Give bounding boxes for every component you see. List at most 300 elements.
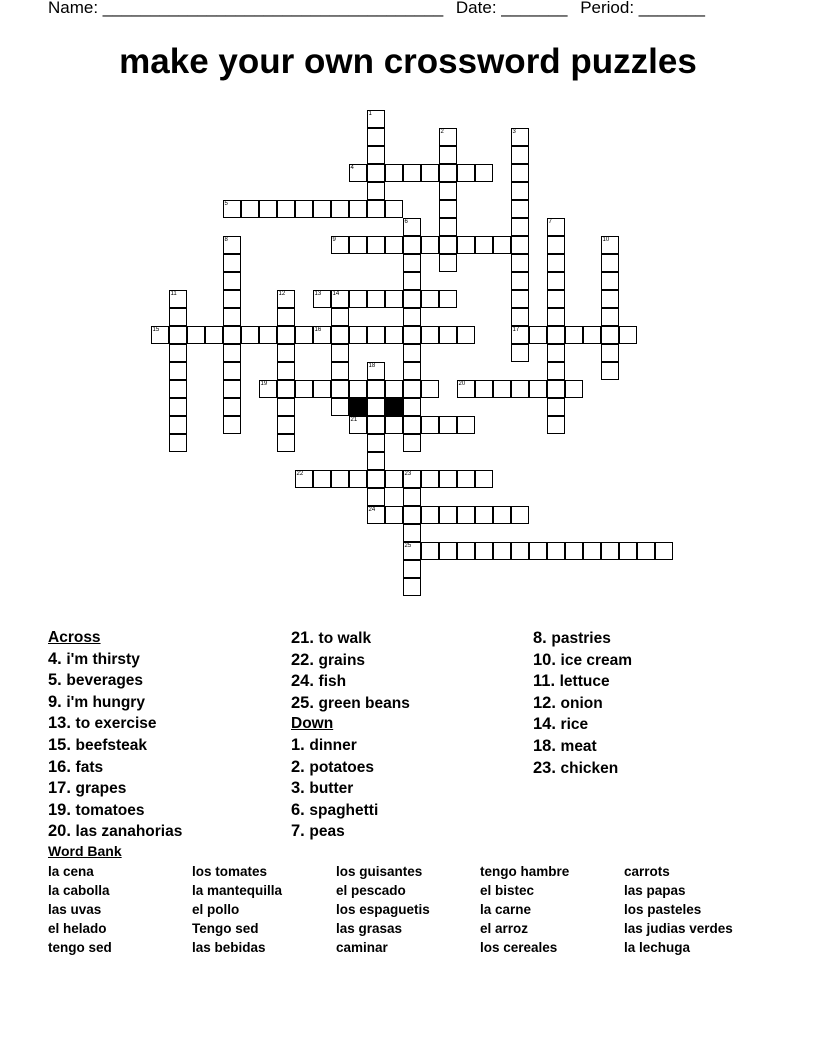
grid-cell[interactable] — [583, 542, 601, 560]
grid-cell[interactable] — [421, 236, 439, 254]
clue-number: 1 — [368, 111, 372, 117]
clue-item-number: 2. — [291, 757, 310, 776]
clue-item-number: 17. — [48, 779, 76, 798]
grid-cell[interactable] — [511, 308, 529, 326]
grid-cell[interactable] — [367, 164, 385, 182]
period-field[interactable]: Period: _______ — [580, 0, 705, 17]
word-bank-item: tengo sed — [48, 940, 112, 955]
word-bank-column — [192, 862, 282, 957]
grid-cell[interactable] — [439, 470, 457, 488]
grid-cell[interactable] — [439, 326, 457, 344]
grid-cell[interactable] — [277, 200, 295, 218]
grid-cell[interactable] — [511, 290, 529, 308]
grid-cell[interactable] — [169, 380, 187, 398]
grid-cell[interactable] — [475, 164, 493, 182]
grid-cell[interactable] — [241, 326, 259, 344]
grid-cell[interactable] — [403, 416, 421, 434]
clue-item-text: chicken — [560, 759, 619, 777]
grid-cell[interactable] — [367, 362, 385, 380]
grid-cell[interactable] — [403, 542, 421, 560]
grid-cell[interactable] — [403, 326, 421, 344]
word-bank-item: el arroz — [480, 921, 529, 936]
grid-cell[interactable] — [511, 542, 529, 560]
grid-cell[interactable] — [331, 344, 349, 362]
clue-item-number: 8. — [533, 629, 552, 647]
grid-cell[interactable] — [223, 326, 241, 344]
grid-cell[interactable] — [367, 488, 385, 506]
grid-cell[interactable] — [277, 362, 295, 380]
grid-cell[interactable] — [457, 416, 475, 434]
clue-item — [48, 735, 182, 757]
word-bank-column — [48, 862, 112, 957]
grid-cell[interactable] — [511, 380, 529, 398]
grid-cell[interactable] — [277, 326, 295, 344]
grid-cell[interactable] — [439, 416, 457, 434]
grid-cell[interactable] — [169, 362, 187, 380]
word-bank-item: los pasteles — [624, 902, 702, 917]
grid-cell[interactable] — [439, 200, 457, 218]
clue-item — [291, 693, 410, 715]
grid-cell[interactable] — [169, 290, 187, 308]
grid-cell[interactable] — [439, 236, 457, 254]
word-bank-column — [480, 862, 569, 957]
grid-cell[interactable] — [169, 308, 187, 326]
grid-cell[interactable] — [403, 308, 421, 326]
clue-item-number: 21. — [291, 629, 319, 647]
grid-cell[interactable] — [511, 128, 529, 146]
grid-cell[interactable] — [439, 290, 457, 308]
grid-cell[interactable] — [277, 416, 295, 434]
grid-cell[interactable] — [421, 326, 439, 344]
clue-item-number: 13. — [48, 714, 76, 733]
grid-cell[interactable] — [475, 506, 493, 524]
grid-cell[interactable] — [385, 236, 403, 254]
clue-item — [533, 758, 632, 780]
clue-number: 21 — [350, 417, 358, 423]
clue-item-number: 24. — [291, 672, 319, 691]
grid-cell[interactable] — [475, 542, 493, 560]
grid-cell[interactable] — [313, 470, 331, 488]
clue-item — [291, 778, 410, 800]
grid-cell[interactable] — [223, 308, 241, 326]
grid-cell[interactable] — [313, 200, 331, 218]
clue-item — [533, 693, 632, 715]
word-bank-item: las uvas — [48, 902, 102, 917]
word-bank-item: los cereales — [480, 940, 558, 955]
grid-cell[interactable] — [529, 542, 547, 560]
word-bank-item: la cena — [48, 864, 94, 879]
grid-cell[interactable] — [205, 326, 223, 344]
grid-cell[interactable] — [421, 506, 439, 524]
grid-cell[interactable] — [493, 380, 511, 398]
grid-cell[interactable] — [367, 200, 385, 218]
grid-cell[interactable] — [493, 236, 511, 254]
across-heading: Across — [48, 629, 101, 646]
grid-cell[interactable] — [331, 398, 349, 416]
grid-cell[interactable] — [421, 470, 439, 488]
grid-cell[interactable] — [601, 542, 619, 560]
grid-cell[interactable] — [223, 200, 241, 218]
grid-cell[interactable] — [349, 470, 367, 488]
grid-cell[interactable] — [349, 236, 367, 254]
grid-cell[interactable] — [421, 542, 439, 560]
grid-cell[interactable] — [151, 326, 169, 344]
clue-item-text: pastries — [551, 630, 611, 647]
clues-column-3 — [533, 628, 632, 779]
grid-cell[interactable] — [601, 254, 619, 272]
grid-cell[interactable] — [313, 290, 331, 308]
grid-cell[interactable] — [601, 326, 619, 344]
grid-cell[interactable] — [421, 290, 439, 308]
clue-item-number: 14. — [533, 715, 561, 734]
grid-cell[interactable] — [529, 380, 547, 398]
clue-item-number: 1. — [291, 735, 310, 754]
clue-item-number: 20. — [48, 822, 76, 841]
clue-item — [533, 736, 632, 758]
grid-cell[interactable] — [223, 254, 241, 272]
grid-cell[interactable] — [547, 236, 565, 254]
grid-cell[interactable] — [403, 164, 421, 182]
grid-cell[interactable] — [223, 362, 241, 380]
grid-cell[interactable] — [367, 506, 385, 524]
grid-cell[interactable] — [349, 380, 367, 398]
clue-item — [291, 757, 410, 779]
grid-cell[interactable] — [367, 380, 385, 398]
grid-cell[interactable] — [511, 254, 529, 272]
grid-cell[interactable] — [169, 398, 187, 416]
grid-cell[interactable] — [403, 362, 421, 380]
grid-cell[interactable] — [547, 272, 565, 290]
grid-cell[interactable] — [367, 182, 385, 200]
grid-cell[interactable] — [259, 326, 277, 344]
clue-item-number: 25. — [291, 693, 319, 712]
clue-number: 3 — [512, 129, 516, 135]
grid-cell[interactable] — [565, 542, 583, 560]
clue-item-text: tomatoes — [75, 801, 145, 819]
grid-cell[interactable] — [421, 164, 439, 182]
grid-cell[interactable] — [439, 128, 457, 146]
grid-cell[interactable] — [439, 542, 457, 560]
grid-cell[interactable] — [403, 218, 421, 236]
grid-cell[interactable] — [421, 380, 439, 398]
grid-cell[interactable] — [547, 362, 565, 380]
grid-cell[interactable] — [511, 236, 529, 254]
grid-cell[interactable] — [403, 380, 421, 398]
down-heading: Down — [291, 715, 334, 733]
clue-number: 5 — [224, 201, 228, 207]
grid-cell[interactable] — [313, 326, 331, 344]
clue-item — [48, 778, 182, 800]
grid-cell[interactable] — [439, 146, 457, 164]
grid-cell[interactable] — [529, 326, 547, 344]
grid-cell[interactable] — [475, 236, 493, 254]
grid-cell[interactable] — [385, 380, 403, 398]
clue-item — [291, 735, 410, 757]
grid-cell[interactable] — [547, 254, 565, 272]
grid-cell[interactable] — [403, 272, 421, 290]
grid-cell[interactable] — [367, 236, 385, 254]
word-bank-title: Word Bank — [48, 843, 122, 859]
word-bank-item: los guisantes — [336, 864, 423, 879]
grid-cell[interactable] — [223, 380, 241, 398]
grid-cell[interactable] — [367, 398, 385, 416]
grid-cell[interactable] — [367, 434, 385, 452]
grid-cell[interactable] — [223, 236, 241, 254]
clue-item-number: 4. — [48, 649, 67, 668]
clue-item — [48, 649, 182, 671]
grid-cell[interactable] — [403, 470, 421, 488]
grid-cell[interactable] — [493, 542, 511, 560]
grid-cell[interactable] — [367, 326, 385, 344]
grid-cell[interactable] — [349, 416, 367, 434]
grid-cell[interactable] — [277, 398, 295, 416]
grid-cell[interactable] — [223, 272, 241, 290]
grid-cell[interactable] — [601, 362, 619, 380]
grid-cell[interactable] — [439, 254, 457, 272]
grid-cell[interactable] — [601, 290, 619, 308]
grid-cell[interactable] — [547, 308, 565, 326]
grid-cell[interactable] — [385, 506, 403, 524]
clue-item-number: 22. — [291, 650, 319, 669]
grid-cell[interactable] — [385, 164, 403, 182]
clue-number: 23 — [404, 471, 412, 477]
grid-cell[interactable] — [565, 380, 583, 398]
grid-cell[interactable] — [511, 218, 529, 236]
grid-cell[interactable] — [277, 434, 295, 452]
black-square — [385, 398, 403, 416]
grid-cell[interactable] — [601, 236, 619, 254]
grid-cell[interactable] — [367, 146, 385, 164]
grid-cell[interactable] — [601, 308, 619, 326]
clue-item-text: dinner — [309, 736, 357, 754]
grid-cell[interactable] — [619, 542, 637, 560]
grid-cell[interactable] — [547, 218, 565, 236]
grid-cell[interactable] — [367, 452, 385, 470]
grid-cell[interactable] — [385, 290, 403, 308]
grid-cell[interactable] — [403, 524, 421, 542]
grid-cell[interactable] — [547, 290, 565, 308]
grid-cell[interactable] — [277, 290, 295, 308]
word-bank-item: los espaguetis — [336, 902, 430, 917]
date-field[interactable]: Date: _______ — [455, 0, 568, 17]
clue-item-number: 18. — [533, 736, 561, 755]
grid-cell[interactable] — [295, 326, 313, 344]
grid-cell[interactable] — [349, 326, 367, 344]
clue-item-text: las zanahorias — [75, 823, 183, 841]
grid-cell[interactable] — [511, 182, 529, 200]
clue-item-number: 9. — [48, 692, 67, 711]
grid-cell[interactable] — [403, 488, 421, 506]
clue-item-number: 10. — [533, 650, 561, 669]
word-bank-item: la lechuga — [624, 940, 691, 955]
grid-cell[interactable] — [403, 434, 421, 452]
grid-cell[interactable] — [547, 542, 565, 560]
clue-item — [533, 714, 632, 736]
clue-item — [533, 671, 632, 693]
grid-cell[interactable] — [169, 344, 187, 362]
grid-cell[interactable] — [457, 326, 475, 344]
grid-cell[interactable] — [655, 542, 673, 560]
grid-cell[interactable] — [223, 290, 241, 308]
word-bank-item: carrots — [624, 864, 670, 879]
word-bank-item: la cabolla — [48, 883, 110, 898]
grid-cell[interactable] — [277, 308, 295, 326]
grid-cell[interactable] — [457, 506, 475, 524]
grid-cell[interactable] — [421, 416, 439, 434]
grid-cell[interactable] — [475, 470, 493, 488]
grid-cell[interactable] — [259, 200, 277, 218]
grid-cell[interactable] — [241, 200, 259, 218]
grid-cell[interactable] — [511, 344, 529, 362]
grid-cell[interactable] — [457, 164, 475, 182]
word-bank-item: las grasas — [336, 921, 403, 936]
grid-cell[interactable] — [331, 308, 349, 326]
grid-cell[interactable] — [547, 416, 565, 434]
grid-cell[interactable] — [385, 416, 403, 434]
grid-cell[interactable] — [403, 398, 421, 416]
grid-cell[interactable] — [295, 380, 313, 398]
clue-item-text: fats — [75, 758, 104, 776]
page-title: make your own crossword puzzles — [119, 42, 697, 81]
clue-item-number: 23. — [533, 758, 561, 777]
grid-cell[interactable] — [511, 164, 529, 182]
grid-cell[interactable] — [601, 344, 619, 362]
grid-cell[interactable] — [601, 272, 619, 290]
clue-item-text: rice — [560, 716, 589, 734]
grid-cell[interactable] — [583, 326, 601, 344]
grid-cell[interactable] — [331, 470, 349, 488]
grid-cell[interactable] — [457, 542, 475, 560]
clue-item-number: 16. — [48, 757, 76, 776]
grid-cell[interactable] — [511, 326, 529, 344]
grid-cell[interactable] — [277, 380, 295, 398]
grid-cell[interactable] — [331, 380, 349, 398]
grid-cell[interactable] — [331, 290, 349, 308]
grid-cell[interactable] — [403, 560, 421, 578]
word-bank-item: las judias verdes — [624, 921, 733, 936]
clue-item-text: grains — [318, 651, 366, 669]
clue-number: 12 — [278, 291, 286, 297]
grid-cell[interactable] — [547, 344, 565, 362]
grid-cell[interactable] — [313, 380, 331, 398]
word-bank-column — [336, 862, 430, 957]
clue-number: 14 — [332, 291, 340, 297]
grid-cell[interactable] — [349, 200, 367, 218]
grid-cell[interactable] — [385, 326, 403, 344]
grid-cell[interactable] — [511, 506, 529, 524]
grid-cell[interactable] — [511, 272, 529, 290]
grid-cell[interactable] — [439, 182, 457, 200]
grid-cell[interactable] — [169, 326, 187, 344]
grid-cell[interactable] — [547, 398, 565, 416]
grid-cell[interactable] — [403, 290, 421, 308]
grid-cell[interactable] — [439, 506, 457, 524]
clue-item-text: fish — [318, 673, 347, 691]
grid-cell[interactable] — [385, 470, 403, 488]
clue-item-number: 12. — [533, 693, 561, 712]
grid-cell[interactable] — [403, 254, 421, 272]
word-bank-item: el pescado — [336, 883, 406, 898]
grid-cell[interactable] — [403, 578, 421, 596]
grid-cell[interactable] — [277, 344, 295, 362]
black-square — [349, 398, 367, 416]
clue-number: 17 — [512, 327, 520, 333]
grid-cell[interactable] — [457, 236, 475, 254]
clue-item-text: to exercise — [75, 715, 157, 733]
clue-item-number: 15. — [48, 735, 76, 754]
grid-cell[interactable] — [259, 380, 277, 398]
grid-cell[interactable] — [403, 506, 421, 524]
clue-number: 4 — [350, 165, 354, 171]
grid-cell[interactable] — [349, 290, 367, 308]
grid-cell[interactable] — [169, 416, 187, 434]
grid-cell[interactable] — [331, 200, 349, 218]
grid-cell[interactable] — [547, 380, 565, 398]
grid-cell[interactable] — [349, 164, 367, 182]
grid-cell[interactable] — [457, 470, 475, 488]
clue-item — [291, 800, 410, 822]
clue-number: 16 — [314, 327, 322, 333]
grid-cell[interactable] — [493, 506, 511, 524]
clue-item-text: onion — [560, 694, 603, 712]
grid-cell[interactable] — [295, 200, 313, 218]
grid-cell[interactable] — [511, 200, 529, 218]
clue-item-text: butter — [309, 780, 354, 798]
grid-cell[interactable] — [169, 434, 187, 452]
grid-cell[interactable] — [187, 326, 205, 344]
grid-cell[interactable] — [637, 542, 655, 560]
grid-cell[interactable] — [439, 164, 457, 182]
grid-cell[interactable] — [223, 344, 241, 362]
clue-item-text: potatoes — [309, 758, 374, 776]
clue-item — [48, 800, 182, 822]
grid-cell[interactable] — [367, 128, 385, 146]
word-bank-item: las papas — [624, 883, 686, 898]
word-bank-item: tengo hambre — [480, 864, 570, 879]
grid-cell[interactable] — [331, 236, 349, 254]
clue-item-text: lettuce — [559, 673, 610, 691]
grid-cell[interactable] — [403, 236, 421, 254]
clue-item-text: i'm thirsty — [66, 650, 140, 668]
grid-cell[interactable] — [295, 470, 313, 488]
grid-cell[interactable] — [367, 290, 385, 308]
clue-item-text: to walk — [318, 630, 372, 647]
clue-number: 25 — [404, 543, 412, 549]
clue-number: 19 — [260, 381, 268, 387]
grid-cell[interactable] — [457, 380, 475, 398]
grid-cell[interactable] — [331, 362, 349, 380]
grid-cell[interactable] — [367, 416, 385, 434]
grid-cell[interactable] — [475, 380, 493, 398]
grid-cell[interactable] — [403, 344, 421, 362]
grid-cell[interactable] — [511, 146, 529, 164]
clue-item-number: 11. — [533, 672, 560, 691]
clue-item-text: green beans — [318, 694, 410, 712]
grid-cell[interactable] — [223, 398, 241, 416]
grid-cell[interactable] — [367, 470, 385, 488]
clue-number: 6 — [404, 219, 408, 225]
grid-cell[interactable] — [565, 326, 583, 344]
grid-cell[interactable] — [223, 416, 241, 434]
grid-cell[interactable] — [439, 218, 457, 236]
clue-item-number: 7. — [291, 822, 310, 841]
grid-cell[interactable] — [619, 326, 637, 344]
grid-cell[interactable] — [331, 326, 349, 344]
grid-cell[interactable] — [385, 200, 403, 218]
grid-cell[interactable] — [367, 110, 385, 128]
grid-cell[interactable] — [547, 326, 565, 344]
name-field[interactable]: Name: ____________________________________ — [48, 0, 444, 17]
